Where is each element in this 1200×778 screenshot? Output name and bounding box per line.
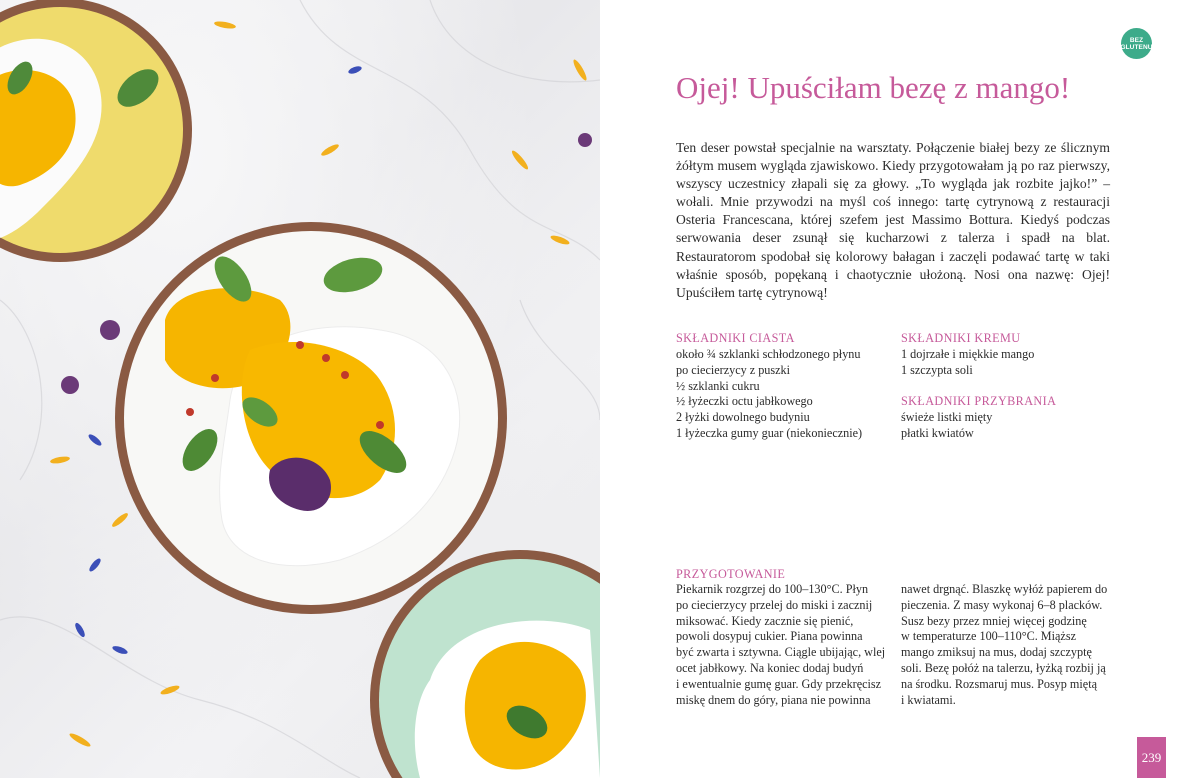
prep-line: soli. Bezę połóż na talerzu, łyżką rozbij ją: [901, 660, 1106, 675]
recipe-title: Ojej! Upuściłam bezę z mango!: [676, 70, 1071, 105]
badge-line-1: BEZ: [1129, 36, 1144, 44]
list-item: ½ łyżeczki octu jabłkowego: [676, 394, 813, 409]
preparation-column-1: [676, 582, 885, 708]
plate-center: [115, 222, 507, 614]
dough-ingredients: [676, 331, 862, 442]
list-item: po ciecierzycy z puszki: [676, 362, 791, 377]
prep-line: mango zmiksuj na mus, dodaj szczyptę: [901, 645, 1092, 660]
prep-line: na środku. Rozsmaruj mus. Posyp miętą: [901, 676, 1097, 691]
list-item: około ¾ szklanki schłodzonego płynu: [676, 347, 861, 361]
cream-list: [901, 347, 1034, 379]
preparation-heading: PRZYGOTOWANIE: [676, 567, 786, 581]
prep-line: po ciecierzycy przelej do miski i zacznij: [676, 597, 873, 612]
prep-line: i kwiatami.: [901, 692, 956, 707]
list-item: 2 łyżki dowolnego budyniu: [676, 410, 810, 425]
dough-list: [676, 347, 862, 442]
prep-line: ocet jabłkowy. Na koniec dodaj budyń: [676, 660, 864, 675]
prep-line: być zwarta i sztywna. Ciągle ubijając, wlej: [676, 645, 886, 660]
recipe-page: [600, 0, 1200, 778]
page-number: 239: [1137, 737, 1166, 778]
list-item: świeże listki mięty: [901, 410, 993, 424]
list-item: 1 szczypta soli: [901, 362, 973, 377]
list-item: płatki kwiatów: [901, 425, 974, 440]
cream-ingredients: [901, 331, 1034, 379]
garnish-list: [901, 410, 1056, 442]
garnish-ingredients: [901, 394, 1056, 442]
cream-heading: SKŁADNIKI KREMU: [901, 331, 1021, 345]
dough-heading: SKŁADNIKI CIASTA: [676, 331, 795, 345]
garnish-heading: SKŁADNIKI PRZYBRANIA: [901, 394, 1057, 408]
prep-line: Susz bezy przez mniej więcej godzinę: [901, 613, 1087, 628]
prep-line: w temperaturze 100–110°C. Miąższ: [901, 629, 1076, 644]
prep-line: i ewentualnie gumę guar. Gdy przekręcisz: [676, 676, 882, 691]
list-item: 1 dojrzałe i miękkie mango: [901, 347, 1035, 361]
prep-line: miskę dnem do góry, piana nie powinna: [676, 692, 871, 707]
gluten-free-badge: [1121, 28, 1152, 59]
prep-line: nawet drgnąć. Blaszkę wyłóż papierem do: [901, 582, 1108, 596]
recipe-intro: Ten deser powstał specjalnie na warsztaty. Połączenie białej bezy ze ślicznym żółtym musem wygląda zjawiskowo. Kiedy przygotowałam ją po raz pierwszy, wszyscy uczestnicy złapali się za głowy. „To wygląda jak rozbite jajko!” – wołali. Mnie przywodzi na myśl coś innego: tartę cytrynową z restauracji Osteria Francescana, której szefem jest Massimo Bottura. Kiedyś podczas serwowania deser zsunął się kucharzowi z talerza i spadł na blat. Restauratorom spodobał się kolorowy bałagan i zaczęli podawać tartę w taki właśnie sposób, popękaną i chaotycznie ułożoną. Nosi ona nazwę: Ojej! Upuściłem tartę cytrynową!: [676, 140, 1110, 300]
prep-line: pieczenia. Z masy wykonaj 6–8 placków.: [901, 597, 1103, 612]
prep-line: Piekarnik rozgrzej do 100–130°C. Płyn: [676, 582, 869, 596]
list-item: 1 łyżeczka gumy guar (niekoniecznie): [676, 425, 863, 440]
preparation-column-2: [901, 582, 1107, 708]
prep-line: miksować. Kiedy zacznie się pienić,: [676, 613, 854, 628]
plate-top-left: [0, 0, 192, 262]
list-item: ½ szklanki cukru: [676, 378, 760, 393]
badge-line-2: GLUTENU: [1120, 43, 1153, 51]
prep-line: powoli dosypuj cukier. Piana powinna: [676, 629, 863, 644]
